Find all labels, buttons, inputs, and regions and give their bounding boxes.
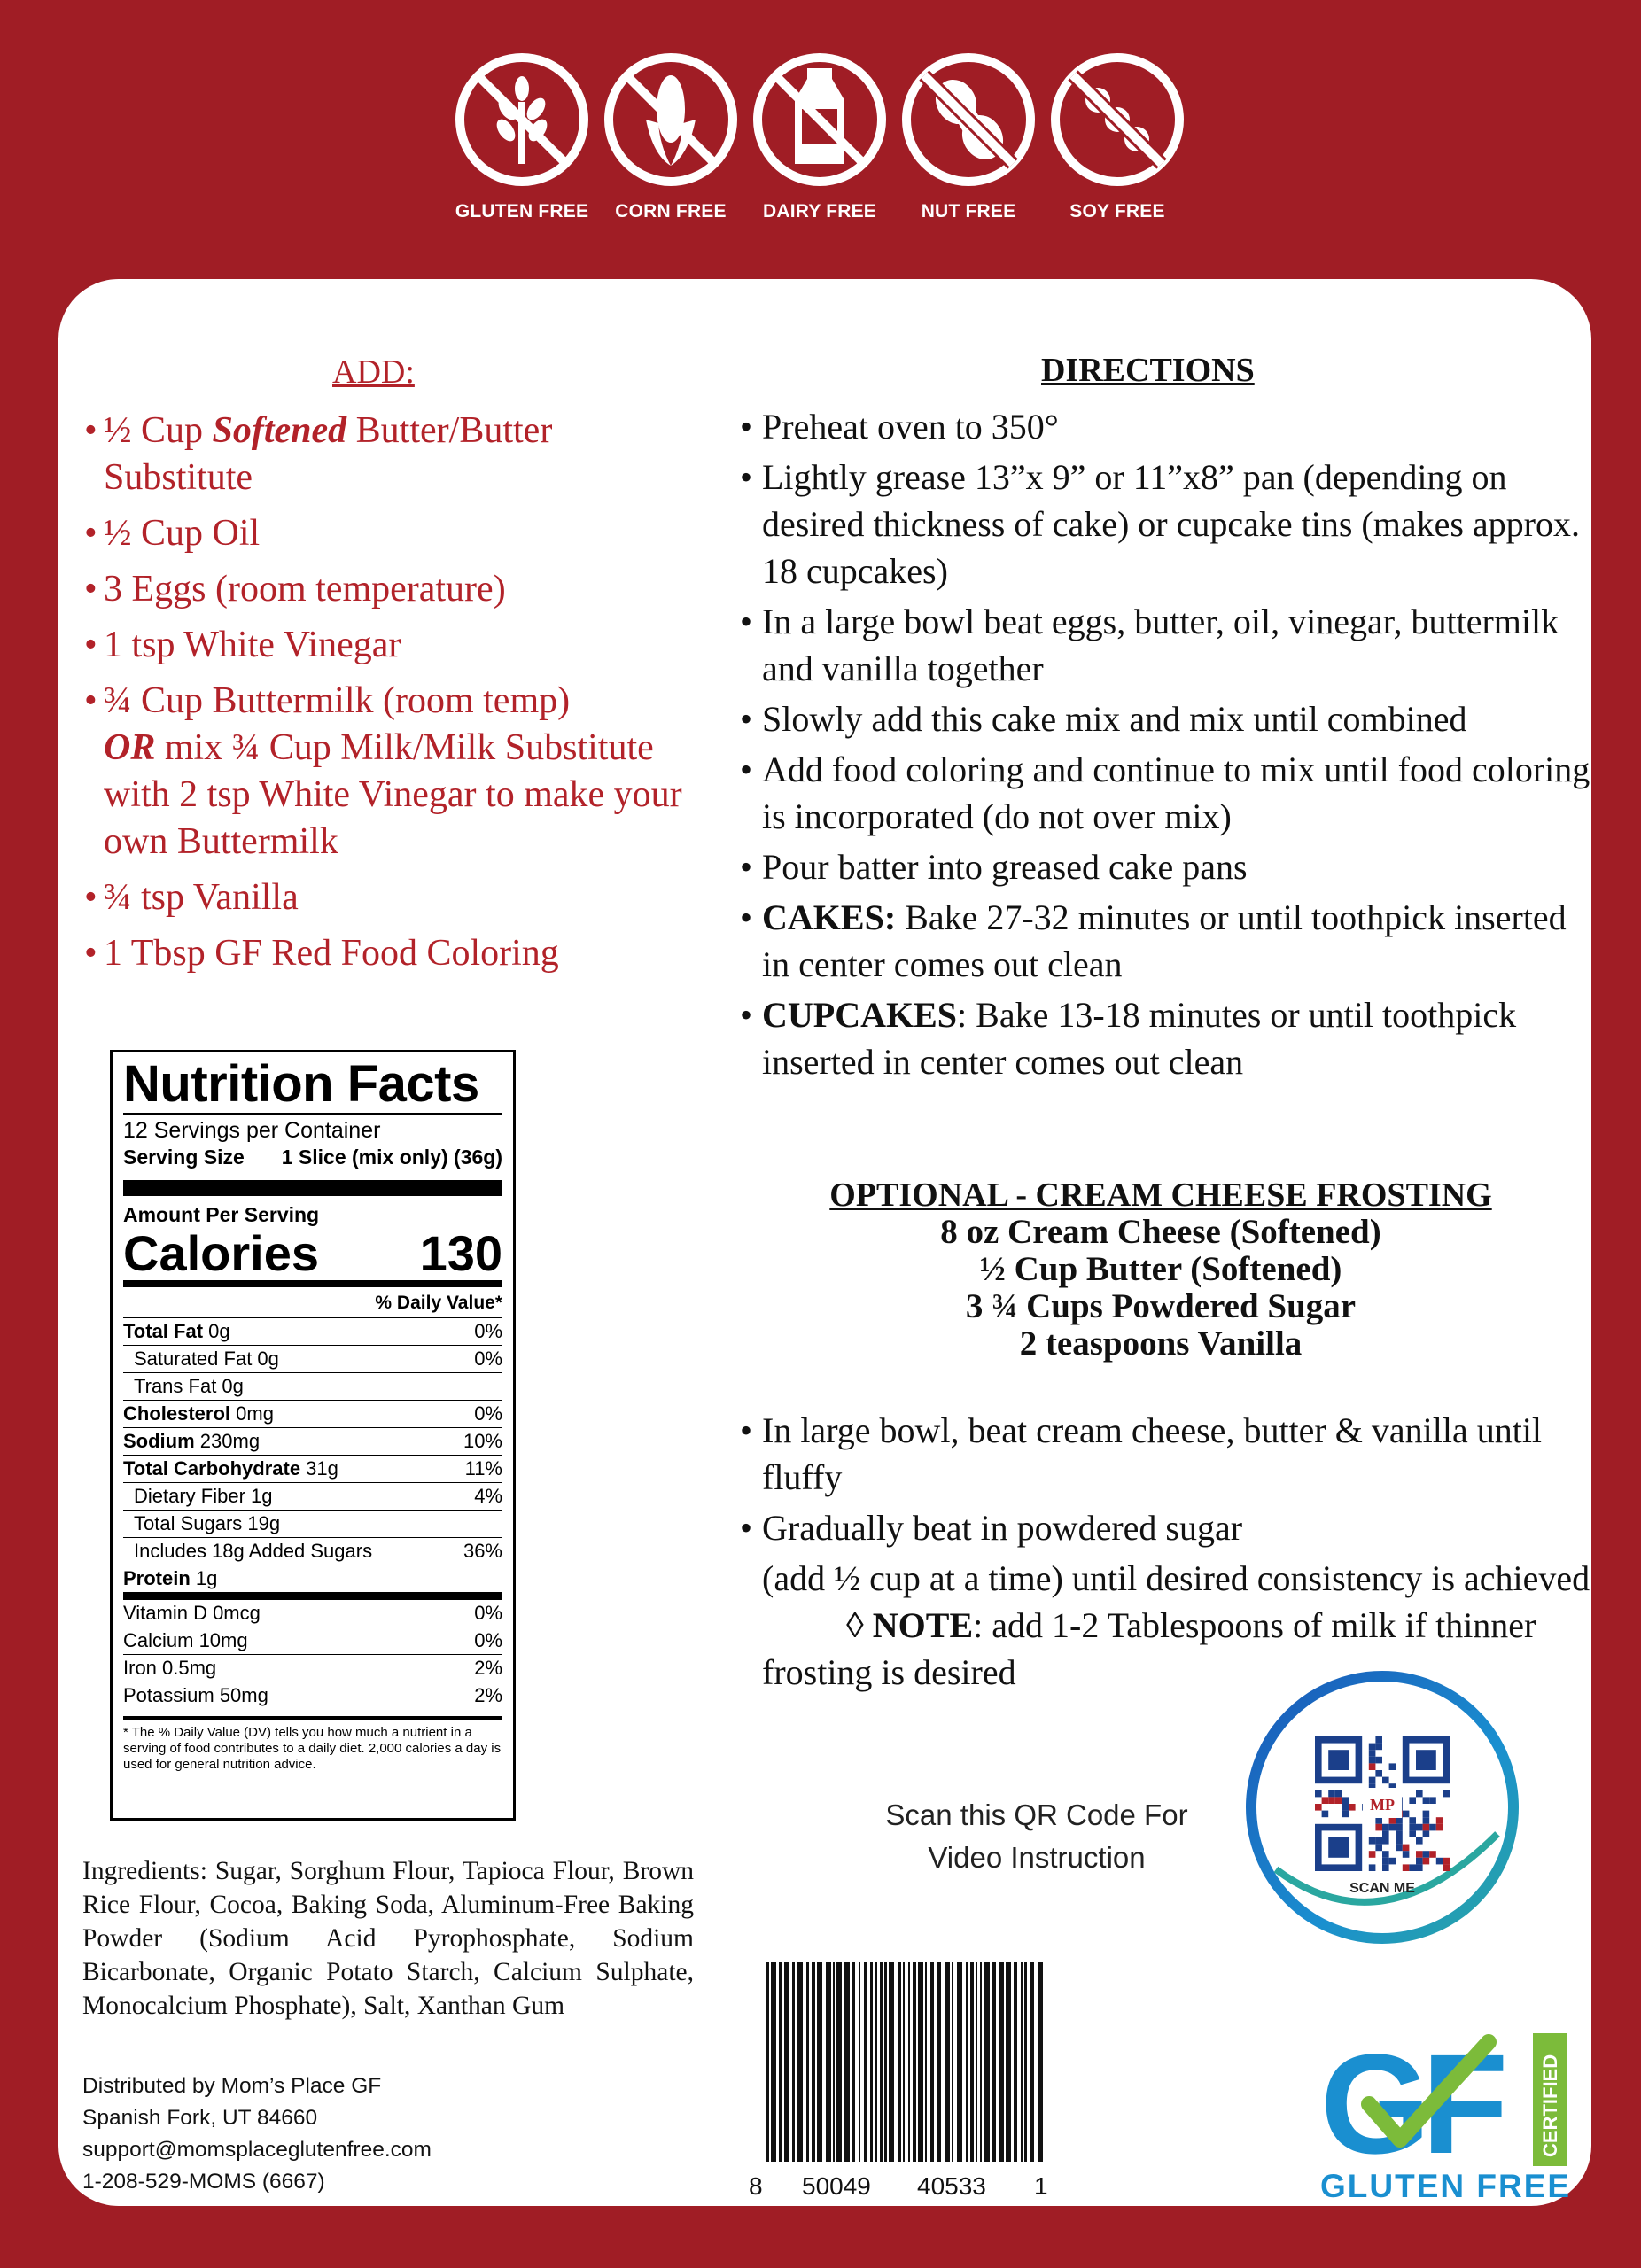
qr-module — [1423, 1851, 1430, 1858]
barcode-bar — [980, 1962, 982, 2175]
qr-module — [1342, 1797, 1349, 1804]
qr-module — [1382, 1864, 1389, 1871]
qr-code-badge[interactable] — [1240, 1666, 1524, 1949]
soybean-icon — [1046, 49, 1188, 190]
qr-module — [1423, 1858, 1430, 1865]
qr-module — [1369, 1777, 1376, 1784]
barcode-bar — [870, 1962, 873, 2175]
nutrition-facts-panel — [110, 1050, 516, 1821]
direction-step: • Add food coloring and continue to mix until food coloring is incorporated (do not over mix) — [740, 746, 1590, 840]
barcode-bar — [864, 1962, 867, 2175]
nutrient-row — [123, 1510, 502, 1537]
qr-module — [1416, 1851, 1423, 1858]
bullet: • — [740, 407, 753, 447]
qr-module — [1322, 1797, 1329, 1804]
qr-module — [1423, 1830, 1430, 1837]
vitamin-row: Calcium 10mg 0% — [123, 1627, 502, 1654]
barcode-bar — [913, 1962, 916, 2175]
peanut-icon — [898, 49, 1039, 190]
qr-module — [1389, 1824, 1396, 1831]
barcode-bar — [999, 1962, 1004, 2175]
nutrient-daily-value: 0% — [474, 1348, 502, 1370]
frosting-step: • In large bowl, beat cream cheese, butter & vanilla until fluffy — [740, 1407, 1590, 1501]
qr-module — [1443, 1864, 1450, 1871]
barcode-bar — [898, 1962, 901, 2175]
qr-module — [1342, 1804, 1349, 1811]
barcode-bar — [952, 1962, 953, 2175]
qr-module — [1322, 1811, 1329, 1818]
bullet: • — [740, 457, 753, 497]
bullet: • — [740, 602, 753, 641]
nutrient-name: Dietary Fiber 1g — [134, 1485, 273, 1507]
qr-module — [1389, 1817, 1396, 1824]
gluten-free-badge — [447, 49, 596, 222]
qr-module — [1389, 1763, 1396, 1770]
allergen-label: CORN FREE — [615, 201, 727, 221]
vitamin-row: Vitamin D 0mcg 0% — [123, 1599, 502, 1627]
gf-letters: GF — [1320, 2024, 1500, 2183]
direction-step: • Preheat oven to 350° — [740, 403, 1590, 450]
bullet: • — [84, 877, 97, 918]
or-word: OR — [104, 727, 156, 768]
qr-finder — [1328, 1750, 1349, 1770]
qr-module — [1375, 1770, 1382, 1777]
bullet: • — [740, 699, 753, 739]
bullet: • — [84, 569, 97, 610]
qr-module — [1396, 1830, 1403, 1837]
vitamin-rows — [123, 1599, 502, 1709]
nutrition-title: Nutrition Facts — [123, 1055, 479, 1113]
qr-module — [1403, 1851, 1410, 1858]
qr-module — [1423, 1824, 1430, 1831]
ingredients-text: Ingredients: Sugar, Sorghum Flour, Tapioca Flour, Brown Rice Flour, Cocoa, Baking Soda, Aluminum-Free Baking Powder (Sodium Acid Pyrophosphate, Sodium Bicarbonate, Organic Potato Starch, Calcium Sulphate, Monocalcium Phosphate), Salt, Xanthan Gum — [82, 1857, 694, 2020]
nutrient-daily-value: 36% — [463, 1540, 502, 1562]
qr-module — [1423, 1817, 1430, 1824]
qr-module — [1416, 1790, 1423, 1798]
bullet: • — [740, 1410, 753, 1450]
barcode-bar — [966, 1962, 968, 2175]
allergen-label: NUT FREE — [921, 201, 1016, 221]
nutrient-name: Protein 1g — [123, 1567, 218, 1589]
barcode-bar — [984, 1962, 990, 2175]
qr-center-logo: MP — [1370, 1796, 1395, 1814]
barcode-bar — [792, 1962, 795, 2175]
qr-module — [1382, 1830, 1389, 1837]
nutrient-row — [123, 1317, 502, 1345]
distributor-name: Distributed by Mom’s Place GF — [82, 2074, 382, 2098]
barcode-bar — [1021, 1962, 1023, 2175]
nutrient-daily-value: 0% — [474, 1402, 502, 1425]
add-item: • ¾ tsp Vanilla — [84, 874, 687, 921]
qr-module — [1328, 1797, 1335, 1804]
barcode-bar — [806, 1962, 809, 2175]
nutrient-name: Saturated Fat 0g — [134, 1348, 279, 1370]
barcode-bar — [812, 1962, 815, 2175]
qr-module — [1342, 1811, 1349, 1818]
nutrient-daily-value: 11% — [464, 1457, 502, 1480]
nutrient-daily-value: 4% — [474, 1485, 502, 1507]
nutrient-daily-value: 10% — [463, 1430, 502, 1452]
barcode-bar — [884, 1962, 887, 2175]
nutrient-name: Includes 18g Added Sugars — [134, 1540, 373, 1562]
barcode-bar — [957, 1962, 962, 2175]
vitamin-row: Iron 0.5mg 2% — [123, 1654, 502, 1682]
qr-module — [1436, 1824, 1443, 1831]
barcode-bar — [844, 1962, 850, 2175]
gluten-free-label: GLUTEN FREE — [1320, 2168, 1572, 2202]
add-item: • ½ Cup Softened Butter/Butter Substitute — [84, 408, 687, 501]
nutrient-name: Trans Fat 0g — [134, 1375, 244, 1397]
amount-per-serving: Amount Per Serving — [123, 1203, 320, 1226]
nutrient-daily-value: 0% — [474, 1320, 502, 1342]
distributor-address: Spanish Fork, UT 84660 — [82, 2106, 318, 2130]
qr-module — [1429, 1824, 1436, 1831]
barcode-bar — [908, 1962, 910, 2175]
bullet: • — [740, 897, 753, 937]
milk-carton-icon — [749, 49, 890, 190]
barcode-digit-left: 8 — [749, 2172, 763, 2200]
bullet: • — [84, 410, 97, 451]
frosting-ingredients: 8 oz Cream Cheese (Softened) ½ Cup Butter (Softened) 3 ¾ Cups Powdered Sugar 2 teaspoons Vanilla — [940, 1213, 1381, 1363]
qr-module — [1396, 1817, 1403, 1824]
qr-module — [1369, 1750, 1376, 1757]
qr-module — [1328, 1790, 1335, 1798]
allergen-label: SOY FREE — [1069, 201, 1165, 221]
qr-module — [1396, 1845, 1403, 1852]
corn-icon — [600, 49, 742, 190]
qr-module — [1409, 1797, 1416, 1804]
gf-certified-logo — [1320, 2024, 1577, 2202]
servings-per-container: 12 Servings per Container — [123, 1118, 381, 1143]
qr-module — [1375, 1845, 1382, 1852]
bullet: • — [84, 933, 97, 974]
qr-module — [1416, 1837, 1423, 1845]
barcode-bar — [852, 1962, 855, 2175]
bullet: • — [740, 750, 753, 789]
nutrient-row — [123, 1455, 502, 1482]
barcode-group-1: 50049 — [802, 2172, 871, 2200]
phone-number: 1-208-529-MOMS (6667) — [82, 2170, 325, 2194]
qr-module — [1375, 1736, 1382, 1744]
nutrient-rows — [123, 1317, 502, 1592]
vitamin-row: Potassium 50mg 2% — [123, 1682, 502, 1709]
barcode-bar — [918, 1962, 923, 2175]
daily-value-footnote: * The % Daily Value (DV) tells you how much a nutrient in a serving of food contributes to a daily diet. 2,000 calories a day is used for general nutrition advice. — [123, 1716, 502, 1773]
bullet: • — [740, 995, 753, 1035]
nutrient-name: Sodium 230mg — [123, 1430, 261, 1452]
bullet: • — [84, 625, 97, 665]
daily-value-header: % Daily Value* — [375, 1293, 502, 1313]
barcode-bar — [880, 1962, 883, 2175]
qr-module — [1369, 1837, 1376, 1845]
frosting-step: • Gradually beat in powdered sugar — [740, 1504, 1590, 1551]
serving-size: Serving Size 1 Slice (mix only) (36g) — [123, 1146, 502, 1169]
distributor-info — [82, 2070, 432, 2198]
calories-row: Calories 130 — [123, 1225, 502, 1281]
certified-label: CERTIFIED — [1539, 2054, 1561, 2157]
barcode-bar — [875, 1962, 877, 2175]
barcode-bar — [889, 1962, 894, 2175]
nutrient-name: Cholesterol 0mg — [123, 1402, 274, 1425]
nutrient-name: Total Fat 0g — [123, 1320, 230, 1342]
qr-module — [1369, 1757, 1376, 1764]
barcode-bar — [1006, 1962, 1011, 2175]
barcode-bar — [833, 1962, 835, 2175]
qr-module — [1382, 1777, 1389, 1784]
barcode-bar — [970, 1962, 974, 2175]
barcode-bar — [1038, 1962, 1043, 2175]
nutrient-row — [123, 1400, 502, 1427]
qr-module — [1375, 1744, 1382, 1751]
add-item: • 1 tsp White Vinegar — [84, 622, 687, 669]
barcode-bar — [945, 1962, 950, 2175]
barcode-bar — [836, 1962, 842, 2175]
barcode-bar — [797, 1962, 803, 2175]
qr-module — [1403, 1811, 1410, 1818]
qr-finder — [1328, 1837, 1349, 1858]
barcode-bar — [859, 1962, 860, 2175]
qr-module — [1375, 1837, 1382, 1845]
direction-step: • CAKES: Bake 27-32 minutes or until toothpick inserted in center comes out clean — [740, 894, 1590, 988]
upc-barcode — [740, 1962, 1059, 2202]
qr-module — [1436, 1858, 1443, 1865]
bullet: • — [84, 513, 97, 554]
nutrient-name: Total Carbohydrate 31g — [123, 1457, 338, 1480]
qr-module — [1335, 1797, 1342, 1804]
bullet: • — [84, 680, 97, 721]
frosting-step-continued: (add ½ cup at a time) until desired consistency is achieved — [762, 1558, 1590, 1598]
direction-step: • In a large bowl beat eggs, butter, oil, vinegar, buttermilk and vanilla together — [740, 598, 1590, 692]
qr-module — [1375, 1824, 1382, 1831]
barcode-bar — [826, 1962, 831, 2175]
frosting-note: ◊ NOTE: add 1-2 Tablespoons of milk if thinner frosting is desired — [762, 1605, 1536, 1692]
barcode-bar — [1014, 1962, 1017, 2175]
nutrient-row — [123, 1427, 502, 1455]
barcode-bar — [930, 1962, 934, 2175]
frosting-steps — [740, 1407, 1590, 1696]
qr-module — [1409, 1817, 1416, 1824]
nutrient-row — [123, 1537, 502, 1565]
qr-module — [1369, 1851, 1376, 1858]
direction-step: • Slowly add this cake mix and mix until combined — [740, 695, 1590, 742]
add-item: • ½ Cup Oil — [84, 510, 687, 557]
barcode-bar — [1030, 1962, 1034, 2175]
direction-step: • Lightly grease 13”x 9” or 11”x8” pan (depending on desired thickness of cake) or cupcake tins (makes approx. 18 cupcakes) — [740, 454, 1590, 594]
corn-free-badge — [596, 49, 745, 222]
soy-free-badge — [1043, 49, 1192, 222]
qr-module — [1396, 1837, 1403, 1845]
barcode-bar — [1024, 1962, 1027, 2175]
add-title: ADD: — [332, 353, 415, 391]
qr-module — [1375, 1757, 1382, 1764]
barcode-digit-right: 1 — [1034, 2172, 1048, 2200]
barcode-bar — [903, 1962, 905, 2175]
barcode-bar — [784, 1962, 789, 2175]
qr-module — [1436, 1817, 1443, 1824]
qr-module — [1416, 1864, 1423, 1871]
qr-module — [1369, 1744, 1376, 1751]
qr-module — [1443, 1790, 1450, 1798]
barcode-bar — [976, 1962, 977, 2175]
qr-module — [1429, 1851, 1436, 1858]
allergen-label: DAIRY FREE — [762, 201, 877, 221]
qr-module — [1409, 1824, 1416, 1831]
directions-list — [740, 403, 1590, 1089]
qr-module — [1396, 1824, 1403, 1831]
direction-step: • CUPCAKES: Bake 13-18 minutes or until toothpick inserted in center comes out clean — [740, 991, 1590, 1085]
qr-module — [1423, 1811, 1430, 1818]
nutrient-row — [123, 1565, 502, 1592]
barcode-bar — [779, 1962, 782, 2175]
allergen-label: GLUTEN FREE — [455, 201, 589, 221]
qr-module — [1443, 1858, 1450, 1865]
nutrient-name: Total Sugars 19g — [134, 1512, 281, 1534]
barcode-bar — [937, 1962, 941, 2175]
qr-module — [1349, 1804, 1356, 1811]
or-text: mix ¾ Cup Milk/Milk Substitute with 2 tsp White Vinegar to make your own Buttermilk — [104, 727, 682, 862]
barcode-bar — [992, 1962, 996, 2175]
add-item: • 1 Tbsp GF Red Food Coloring — [84, 930, 687, 977]
nutrient-row — [123, 1482, 502, 1510]
nutrient-row — [123, 1372, 502, 1400]
qr-module — [1382, 1851, 1389, 1858]
qr-module — [1315, 1804, 1322, 1811]
bullet: • — [740, 1508, 753, 1548]
direction-step: • Pour batter into greased cake pans — [740, 843, 1590, 890]
barcode-bar — [766, 1962, 769, 2175]
diamond-icon: ◊ — [846, 1605, 864, 1645]
qr-module — [1382, 1858, 1389, 1865]
allergen-icons — [447, 49, 1192, 239]
nut-free-badge — [894, 49, 1043, 222]
add-item: • ¾ Cup Buttermilk (room temp) OR mix ¾ Cup Milk/Milk Substitute with 2 tsp White Vinegar to make your own Buttermilk — [84, 678, 687, 866]
qr-module — [1382, 1837, 1389, 1845]
qr-module — [1416, 1858, 1423, 1865]
barcode-bar — [817, 1962, 822, 2175]
qr-module — [1416, 1824, 1423, 1831]
qr-module — [1382, 1824, 1389, 1831]
barcode-bar — [771, 1962, 776, 2175]
frosting-title: OPTIONAL - CREAM CHEESE FROSTING — [829, 1177, 1492, 1214]
qr-module — [1369, 1864, 1376, 1871]
qr-module — [1423, 1797, 1430, 1804]
qr-module — [1315, 1790, 1322, 1798]
qr-finder — [1416, 1750, 1436, 1770]
qr-module — [1335, 1790, 1342, 1798]
qr-module — [1429, 1797, 1436, 1804]
qr-module — [1369, 1763, 1376, 1770]
bullet: • — [740, 847, 753, 887]
directions-title: DIRECTIONS — [1041, 352, 1255, 389]
dairy-free-badge — [745, 49, 894, 222]
add-list — [84, 408, 687, 986]
barcode-bar — [925, 1962, 927, 2175]
qr-module — [1375, 1817, 1382, 1824]
barcode-group-2: 40533 — [917, 2172, 986, 2200]
qr-module — [1403, 1864, 1410, 1871]
nutrient-row — [123, 1345, 502, 1372]
wheat-icon — [451, 49, 593, 190]
support-email: support@momsplaceglutenfree.com — [82, 2138, 432, 2162]
qr-module — [1389, 1858, 1396, 1865]
scan-me-label: SCAN ME — [1349, 1881, 1415, 1896]
qr-module — [1409, 1830, 1416, 1837]
qr-module — [1403, 1845, 1410, 1852]
qr-caption: Scan this QR Code For Video Instruction — [885, 1798, 1188, 1874]
qr-module — [1409, 1864, 1416, 1871]
add-item: • 3 Eggs (room temperature) — [84, 566, 687, 613]
